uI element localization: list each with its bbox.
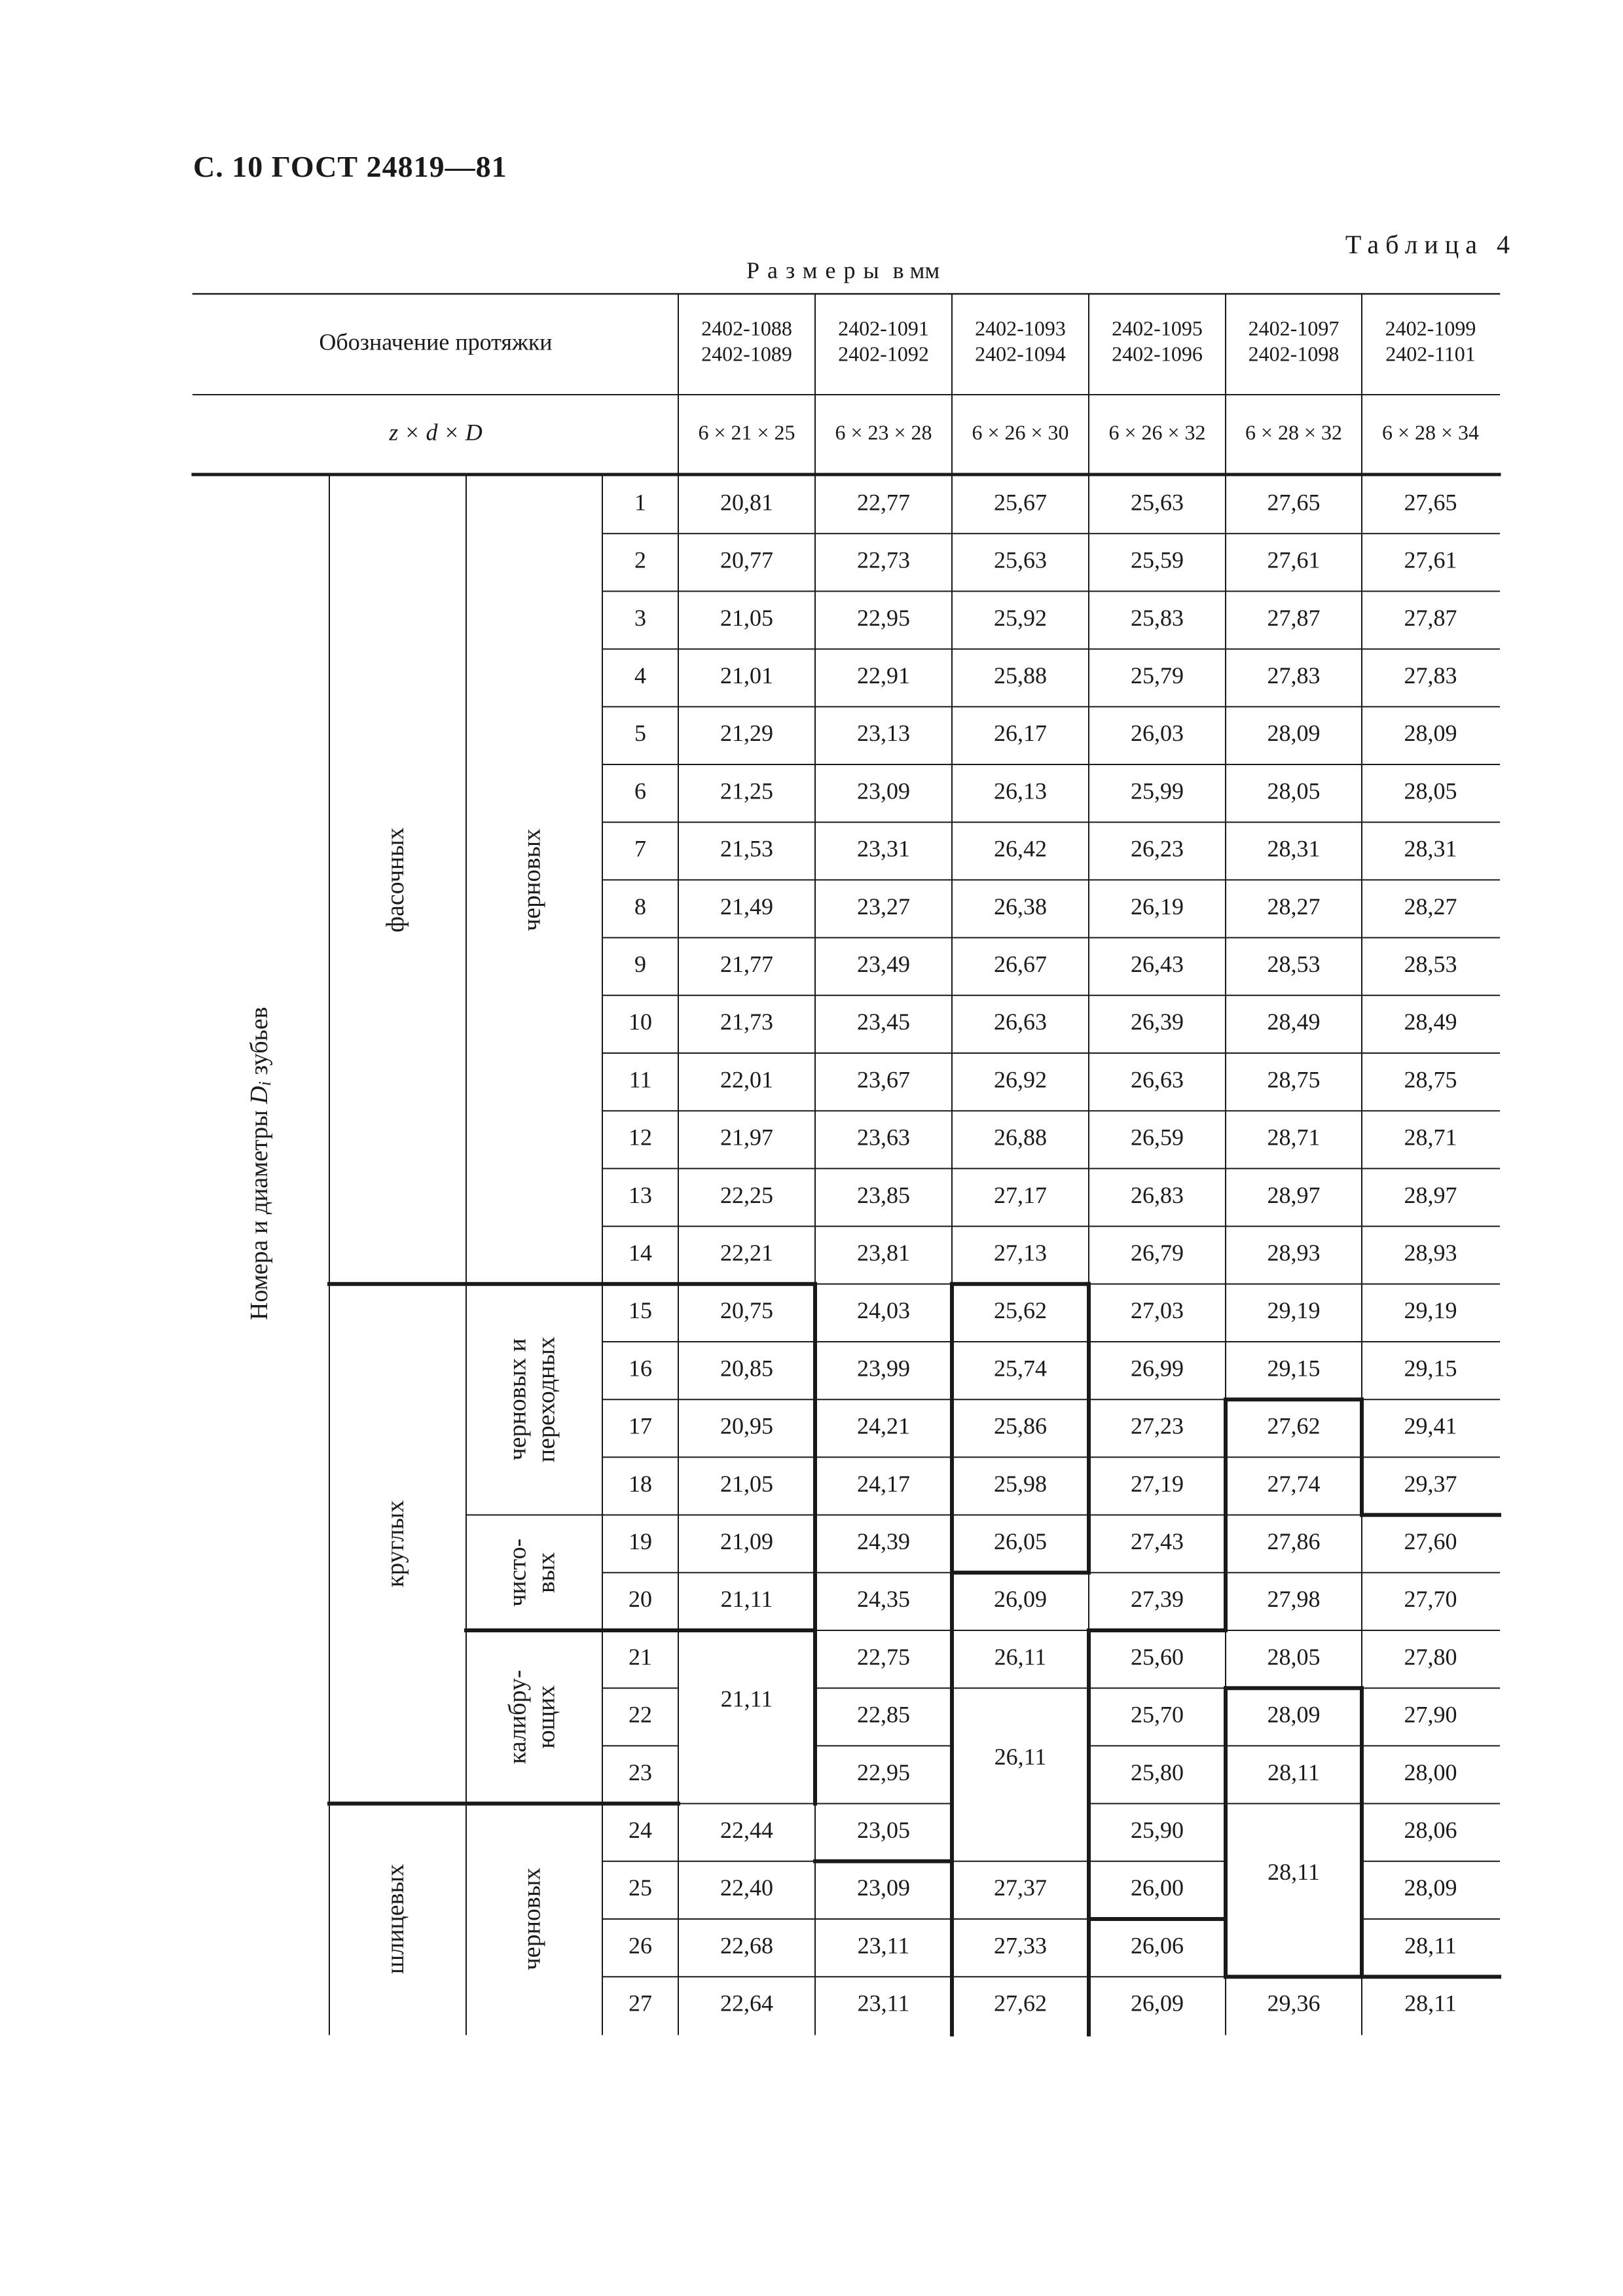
value-cell: 28,75 — [1404, 1066, 1457, 1093]
value-cell: 22,75 — [857, 1643, 910, 1670]
value-cell: 27,61 — [1267, 547, 1321, 573]
value-cell: 28,75 — [1267, 1066, 1321, 1093]
value-cell: 27,62 — [1267, 1412, 1321, 1439]
value-cell: 20,85 — [720, 1355, 773, 1382]
column-dims-6: 6 × 28 × 34 — [1381, 420, 1480, 444]
column-code-5: 2402-1098 — [1248, 342, 1340, 366]
column-code-1: 2402-1089 — [701, 342, 792, 366]
value-cell: 26,83 — [1131, 1181, 1184, 1208]
subgroup-label: вых — [532, 1552, 560, 1594]
value-cell: 22,01 — [720, 1066, 773, 1093]
row-number-12: 12 — [629, 1124, 652, 1151]
column-code-5: 2402-1097 — [1248, 316, 1340, 340]
value-cell: 23,49 — [857, 950, 910, 977]
value-cell: 23,09 — [857, 778, 910, 804]
value-cell: 26,38 — [994, 893, 1047, 920]
value-cell: 29,36 — [1267, 1990, 1321, 2017]
value-cell: 25,62 — [994, 1297, 1047, 1324]
value-cell: 23,85 — [857, 1181, 910, 1208]
value-cell: 22,40 — [720, 1874, 773, 1901]
value-cell: 27,13 — [994, 1239, 1047, 1266]
value-cell: 23,81 — [857, 1239, 910, 1266]
column-dims-5: 6 × 28 × 32 — [1245, 420, 1343, 444]
value-cell: 25,74 — [994, 1355, 1047, 1382]
value-cell: 24,17 — [857, 1470, 910, 1497]
column-dims-2: 6 × 23 × 28 — [835, 420, 932, 444]
value-cell: 20,81 — [720, 489, 773, 516]
subgroup-label: переходных — [532, 1336, 560, 1463]
value-cell: 27,62 — [994, 1990, 1047, 2017]
value-cell: 23,11 — [857, 1990, 910, 2017]
value-cell: 28,11 — [1404, 1932, 1457, 1959]
designation-header: Обозначение протяжки — [319, 329, 553, 355]
value-cell: 26,03 — [1131, 720, 1184, 747]
table-label: Таблица 4 — [1345, 230, 1516, 259]
value-cell: 21,01 — [720, 662, 773, 689]
column-code-6: 2402-1101 — [1385, 342, 1476, 366]
value-cell: 22,95 — [857, 1759, 910, 1785]
value-cell: 27,17 — [994, 1181, 1047, 1208]
value-cell: 22,77 — [857, 489, 910, 516]
value-cell: 22,73 — [857, 547, 910, 573]
value-cell: 28,05 — [1404, 778, 1457, 804]
value-cell: 25,88 — [994, 662, 1047, 689]
value-cell: 23,99 — [857, 1355, 910, 1382]
row-number-14: 14 — [629, 1239, 652, 1266]
value-cell: 28,53 — [1404, 950, 1457, 977]
value-cell: 26,11 — [994, 1643, 1047, 1670]
value-cell: 25,60 — [1131, 1643, 1184, 1670]
merged-value-cell: 21,11 — [720, 1685, 773, 1712]
merged-value-cell: 28,11 — [1267, 1859, 1320, 1886]
value-cell: 25,59 — [1131, 547, 1184, 573]
row-number-13: 13 — [629, 1181, 652, 1208]
value-cell: 25,92 — [994, 604, 1047, 631]
value-cell: 27,60 — [1404, 1528, 1457, 1554]
column-dims-3: 6 × 26 × 30 — [972, 420, 1069, 444]
value-cell: 21,73 — [720, 1009, 773, 1035]
value-cell: 27,37 — [994, 1874, 1047, 1901]
value-cell: 28,09 — [1404, 720, 1457, 747]
value-cell: 25,80 — [1131, 1759, 1184, 1785]
value-cell: 25,63 — [1131, 489, 1184, 516]
value-cell: 29,15 — [1267, 1355, 1321, 1382]
value-cell: 28,11 — [1267, 1759, 1320, 1785]
value-cell: 28,71 — [1404, 1124, 1457, 1151]
value-cell: 22,95 — [857, 604, 910, 631]
value-cell: 28,97 — [1267, 1181, 1321, 1208]
value-cell: 27,83 — [1404, 662, 1457, 689]
value-cell: 28,05 — [1267, 1643, 1321, 1670]
value-cell: 26,39 — [1131, 1009, 1184, 1035]
value-cell: 26,43 — [1131, 950, 1184, 977]
value-cell: 27,83 — [1267, 662, 1321, 689]
value-cell: 28,31 — [1267, 835, 1321, 862]
row-number-8: 8 — [634, 893, 646, 920]
value-cell: 26,09 — [1131, 1990, 1184, 2017]
value-cell: 25,67 — [994, 489, 1047, 516]
value-cell: 28,31 — [1404, 835, 1457, 862]
value-cell: 25,98 — [994, 1470, 1047, 1497]
units-suffix: в мм — [892, 257, 940, 283]
subgroup-label: черновых и — [503, 1338, 532, 1461]
column-dims-1: 6 × 21 × 25 — [698, 420, 795, 444]
value-cell: 21,05 — [720, 1470, 773, 1497]
row-number-20: 20 — [629, 1586, 652, 1613]
column-code-4: 2402-1095 — [1112, 316, 1203, 340]
value-cell: 25,99 — [1131, 778, 1184, 804]
value-cell: 21,05 — [720, 604, 773, 631]
subgroup-label: чисто- — [503, 1538, 532, 1607]
value-cell: 29,15 — [1404, 1355, 1457, 1382]
value-cell: 22,44 — [720, 1816, 773, 1843]
subgroup-label: ющих — [532, 1685, 560, 1749]
row-number-22: 22 — [629, 1701, 652, 1728]
value-cell: 28,09 — [1267, 1701, 1321, 1728]
value-cell: 26,88 — [994, 1124, 1047, 1151]
value-cell: 27,19 — [1131, 1470, 1184, 1497]
value-cell: 26,63 — [1131, 1066, 1184, 1093]
value-cell: 23,27 — [857, 893, 910, 920]
column-code-6: 2402-1099 — [1385, 316, 1476, 340]
side-axis-label: Номера и диаметры $D_i$ зубьев — [245, 1007, 274, 1321]
value-cell: 27,80 — [1404, 1643, 1457, 1670]
row-number-26: 26 — [629, 1932, 652, 1959]
value-cell: 25,79 — [1131, 662, 1184, 689]
value-cell: 27,33 — [994, 1932, 1047, 1959]
row-number-19: 19 — [629, 1528, 652, 1554]
value-cell: 26,92 — [994, 1066, 1047, 1093]
value-cell: 25,83 — [1131, 604, 1184, 631]
value-cell: 26,17 — [994, 720, 1047, 747]
row-number-5: 5 — [634, 720, 646, 747]
value-cell: 26,42 — [994, 835, 1047, 862]
value-cell: 21,97 — [720, 1124, 773, 1151]
row-number-11: 11 — [629, 1066, 652, 1093]
value-cell: 26,79 — [1131, 1239, 1184, 1266]
row-number-24: 24 — [629, 1816, 652, 1843]
row-number-1: 1 — [634, 489, 646, 516]
value-cell: 27,43 — [1131, 1528, 1184, 1554]
value-cell: 27,03 — [1131, 1297, 1184, 1324]
row-number-23: 23 — [629, 1759, 652, 1785]
row-number-25: 25 — [629, 1874, 652, 1901]
value-cell: 27,65 — [1404, 489, 1457, 516]
value-cell: 28,49 — [1404, 1009, 1457, 1035]
column-code-4: 2402-1096 — [1112, 342, 1203, 366]
column-code-3: 2402-1093 — [975, 316, 1066, 340]
value-cell: 26,63 — [994, 1009, 1047, 1035]
value-cell: 23,09 — [857, 1874, 910, 1901]
value-cell: 28,27 — [1404, 893, 1457, 920]
value-cell: 29,37 — [1404, 1470, 1457, 1497]
value-cell: 28,93 — [1404, 1239, 1457, 1266]
value-cell: 25,86 — [994, 1412, 1047, 1439]
row-number-6: 6 — [634, 778, 646, 804]
value-cell: 24,03 — [857, 1297, 910, 1324]
column-dims-4: 6 × 26 × 32 — [1108, 420, 1206, 444]
value-cell: 22,91 — [857, 662, 910, 689]
value-cell: 24,35 — [857, 1586, 910, 1613]
value-cell: 28,06 — [1404, 1816, 1457, 1843]
value-cell: 26,59 — [1131, 1124, 1184, 1151]
value-cell: 26,05 — [994, 1528, 1047, 1554]
value-cell: 25,63 — [994, 547, 1047, 573]
value-cell: 27,74 — [1267, 1470, 1321, 1497]
row-number-18: 18 — [629, 1470, 652, 1497]
page-header: С. 10 ГОСТ 24819—81 — [193, 150, 507, 183]
value-cell: 25,70 — [1131, 1701, 1184, 1728]
value-cell: 27,61 — [1404, 547, 1457, 573]
value-cell: 28,93 — [1267, 1239, 1321, 1266]
value-cell: 24,21 — [857, 1412, 910, 1439]
value-cell: 21,53 — [720, 835, 773, 862]
value-cell: 27,90 — [1404, 1701, 1457, 1728]
value-cell: 20,95 — [720, 1412, 773, 1439]
value-cell: 23,67 — [857, 1066, 910, 1093]
value-cell: 21,11 — [720, 1586, 773, 1613]
value-cell: 22,25 — [720, 1181, 773, 1208]
value-cell: 23,13 — [857, 720, 910, 747]
value-cell: 21,49 — [720, 893, 773, 920]
row-number-16: 16 — [629, 1355, 652, 1382]
value-cell: 28,27 — [1267, 893, 1321, 920]
value-cell: 27,70 — [1404, 1586, 1457, 1613]
value-cell: 27,87 — [1404, 604, 1457, 631]
group-label: фасочных — [382, 827, 410, 933]
value-cell: 21,29 — [720, 720, 773, 747]
subgroup-label: черновых — [518, 829, 546, 931]
value-cell: 27,65 — [1267, 489, 1321, 516]
value-cell: 21,25 — [720, 778, 773, 804]
value-cell: 26,23 — [1131, 835, 1184, 862]
value-cell: 27,39 — [1131, 1586, 1184, 1613]
row-number-15: 15 — [629, 1297, 652, 1324]
value-cell: 23,31 — [857, 835, 910, 862]
value-cell: 28,09 — [1404, 1874, 1457, 1901]
column-code-2: 2402-1091 — [838, 316, 929, 340]
value-cell: 28,53 — [1267, 950, 1321, 977]
row-number-9: 9 — [634, 950, 646, 977]
value-cell: 26,67 — [994, 950, 1047, 977]
group-label: круглых — [382, 1500, 410, 1588]
row-number-4: 4 — [634, 662, 646, 689]
value-cell: 26,00 — [1131, 1874, 1184, 1901]
value-cell: 22,21 — [720, 1239, 773, 1266]
column-code-3: 2402-1094 — [975, 342, 1066, 366]
value-cell: 20,77 — [720, 547, 773, 573]
row-number-21: 21 — [629, 1643, 652, 1670]
value-cell: 26,19 — [1131, 893, 1184, 920]
zdd-header: z × d × D — [389, 419, 483, 446]
value-cell: 23,11 — [857, 1932, 910, 1959]
value-cell: 22,68 — [720, 1932, 773, 1959]
value-cell: 29,19 — [1404, 1297, 1457, 1324]
merged-value-cell: 26,11 — [994, 1743, 1047, 1770]
value-cell: 23,05 — [857, 1816, 910, 1843]
column-code-2: 2402-1092 — [838, 342, 929, 366]
units-prefix: Размеры — [746, 257, 887, 283]
value-cell: 21,77 — [720, 950, 773, 977]
value-cell: 22,85 — [857, 1701, 910, 1728]
value-cell: 22,64 — [720, 1990, 773, 2017]
value-cell: 28,11 — [1404, 1990, 1457, 2017]
value-cell: 26,06 — [1131, 1932, 1184, 1959]
column-code-1: 2402-1088 — [701, 316, 792, 340]
value-cell: 27,98 — [1267, 1586, 1321, 1613]
value-cell: 20,75 — [720, 1297, 773, 1324]
row-number-17: 17 — [629, 1412, 652, 1439]
value-cell: 23,45 — [857, 1009, 910, 1035]
row-number-2: 2 — [634, 547, 646, 573]
row-number-10: 10 — [629, 1009, 652, 1035]
subgroup-label: калибру- — [503, 1670, 532, 1765]
value-cell: 28,05 — [1267, 778, 1321, 804]
row-number-27: 27 — [629, 1990, 652, 2017]
value-cell: 28,49 — [1267, 1009, 1321, 1035]
value-cell: 23,63 — [857, 1124, 910, 1151]
row-number-3: 3 — [634, 604, 646, 631]
value-cell: 28,71 — [1267, 1124, 1321, 1151]
value-cell: 27,86 — [1267, 1528, 1321, 1554]
value-cell: 28,09 — [1267, 720, 1321, 747]
value-cell: 21,09 — [720, 1528, 773, 1554]
value-cell: 26,13 — [994, 778, 1047, 804]
value-cell: 27,23 — [1131, 1412, 1184, 1439]
value-cell: 26,99 — [1131, 1355, 1184, 1382]
value-cell: 27,87 — [1267, 604, 1321, 631]
value-cell: 28,00 — [1404, 1759, 1457, 1785]
subgroup-label: черновых — [518, 1867, 546, 1971]
value-cell: 28,97 — [1404, 1181, 1457, 1208]
group-label: шлицевых — [382, 1863, 410, 1975]
value-cell: 29,19 — [1267, 1297, 1321, 1324]
value-cell: 29,41 — [1404, 1412, 1457, 1439]
value-cell: 26,09 — [994, 1586, 1047, 1613]
row-number-7: 7 — [634, 835, 646, 862]
value-cell: 25,90 — [1131, 1816, 1184, 1843]
value-cell: 24,39 — [857, 1528, 910, 1554]
